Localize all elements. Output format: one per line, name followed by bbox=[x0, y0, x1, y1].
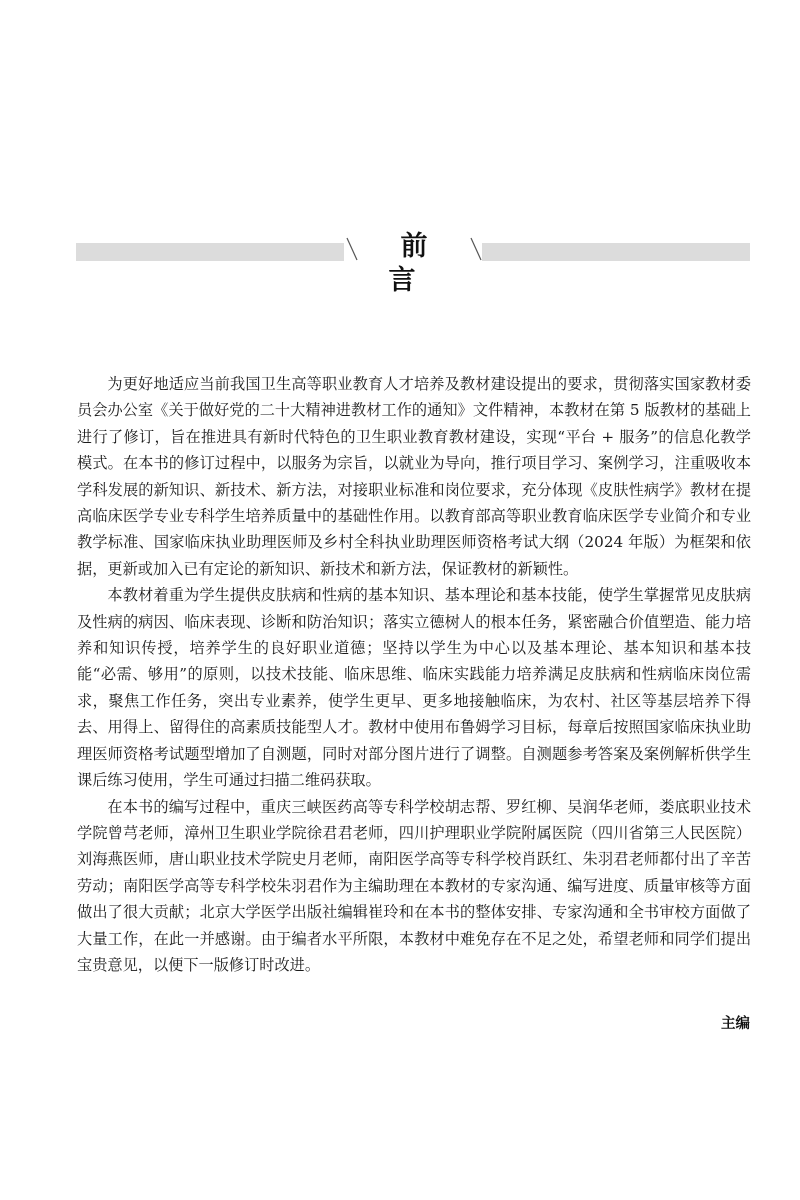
heading-bar-right bbox=[482, 243, 750, 261]
backslash-ornament-left bbox=[344, 234, 360, 262]
page-title: 前言 bbox=[388, 231, 452, 296]
paragraph: 在本书的编写过程中，重庆三峡医药高等专科学校胡志帮、罗红柳、吴润华老师，娄底职业技术学院曾芎老师，漳州卫生职业学院徐君君老师，四川护理职业学院附属医院（四川省第三人民医院）刘海燕医师，唐山职业技术学院史月老师，南阳医学高等专科学校肖跃红、朱羽君老师都付出了辛苦劳动；南阳医学高等专科学校朱羽君作为主编助理在本教材的专家沟通、编写进度、质量审核等方面做出了很大贡献；北京大学医学出版社编辑崔玲和在本书的整体安排、专家沟通和全书审校方面做了大量工作，在此一并感谢。由于编者水平所限，本教材中难免存在不足之处，希望老师和同学们提出宝贵意见，以便下一版修订时改进。 bbox=[77, 797, 751, 974]
paragraph: 为更好地适应当前我国卫生高等职业教育人才培养及教材建设提出的要求，贯彻落实国家教材委员会办公室《关于做好党的二十大精神进教材工作的通知》文件精神，本教材在第 5 版教材的基础上进行了修订，旨在推进具有新时代特色的卫生职业教育教材建设，实现“平台 + 服务”的信息化教学模式。在本书的修订过程中，以服务为宗旨，以就业为导向，推行项目学习、案例学习，注重吸收本学科发展的新知识、新技术、新方法，对接职业标准和岗位要求，充分体现《皮肤性病学》教材在提高临床医学专业专科学生培养质量中的基础性作用。以教育部高等职业教育临床医学专业简介和专业教学标准、国家临床执业助理医师及乡村全科执业助理医师资格考试大纲（2024 年版）为框架和依据，更新或加入已有定论的新知识、新技术和新方法，保证教材的新颖性。 bbox=[77, 375, 751, 578]
signature: 主编 bbox=[721, 1016, 750, 1032]
preface-heading bbox=[76, 230, 750, 296]
heading-bar-left bbox=[76, 243, 344, 261]
paragraph: 本教材着重为学生提供皮肤病和性病的基本知识、基本理论和基本技能，使学生掌握常见皮肤病及性病的病因、临床表现、诊断和防治知识；落实立德树人的根本任务，紧密融合价值塑造、能力培养和知识传授，培养学生的良好职业道德；坚持以学生为中心以及基本理论、基本知识和基本技能“必需、够用”的原则，以技术技能、临床思维、临床实践能力培养满足皮肤病和性病临床岗位需求，聚焦工作任务，突出专业素养，使学生更早、更多地接触临床，为农村、社区等基层培养下得去、用得上、留得住的高素质技能型人才。教材中使用布鲁姆学习目标，每章后按照国家临床执业助理医师资格考试题型增加了自测题，同时对部分图片进行了调整。自测题参考答案及案例解析供学生课后练习使用，学生可通过扫描二维码获取。 bbox=[77, 586, 751, 790]
preface-body bbox=[77, 371, 751, 978]
